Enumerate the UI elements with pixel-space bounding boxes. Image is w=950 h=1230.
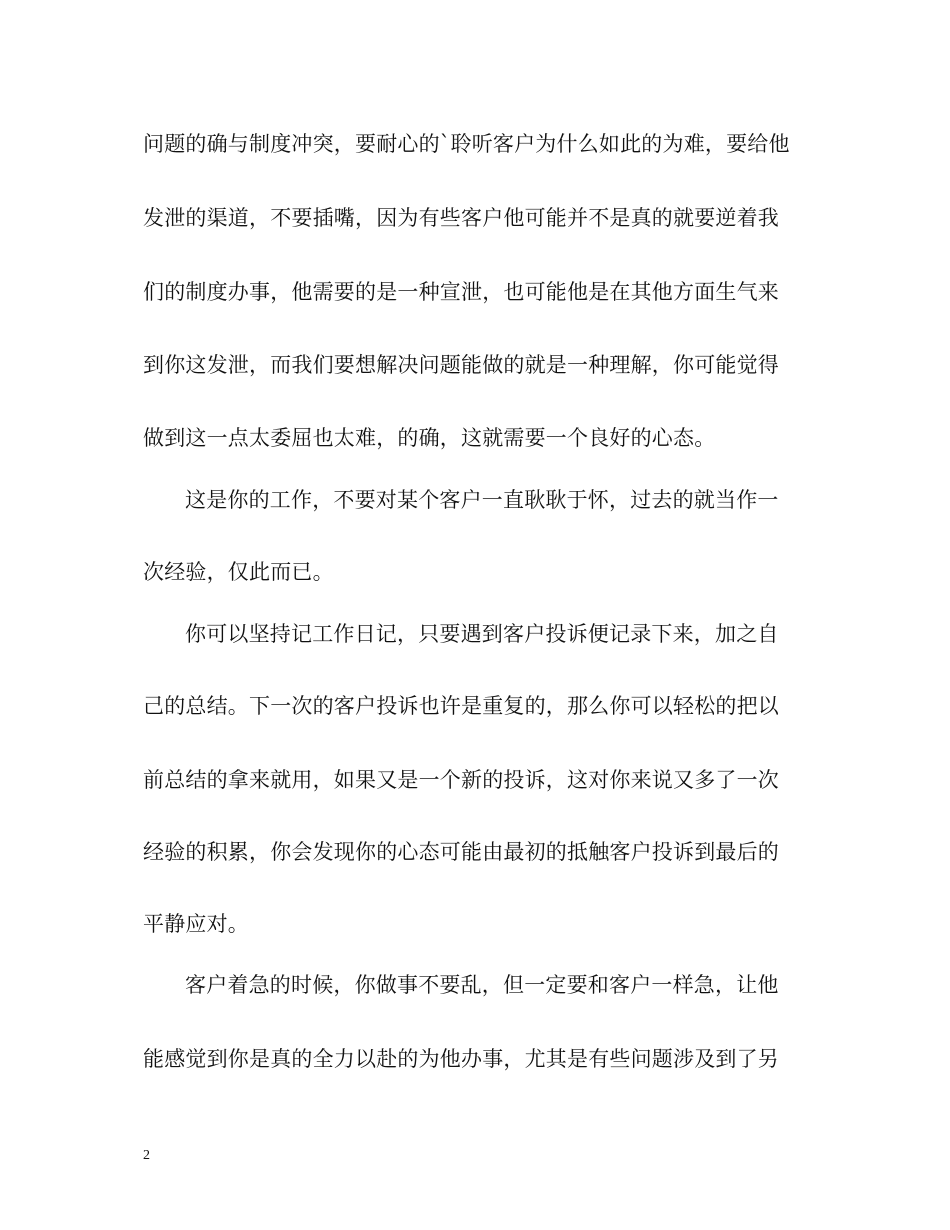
text-line: 客户着急的时候，你做事不要乱，但一定要和客户一样急，让他: [185, 973, 779, 997]
text-line: 发泄的渠道，不要插嘴，因为有些客户他可能并不是真的就要逆着我: [143, 206, 779, 230]
text-line: 平静应对。: [143, 912, 249, 936]
text-line: 能感觉到你是真的全力以赴的为他办事，尤其是有些问题涉及到了另: [143, 1047, 779, 1071]
text-line: 你可以坚持记工作日记，只要遇到客户投诉便记录下来，加之自: [185, 622, 779, 646]
text-line: 做到这一点太委屈也太难，的确，这就需要一个良好的心态。: [143, 426, 716, 450]
page-number: 2: [143, 1148, 150, 1163]
text-line: 经验的积累，你会发现你的心态可能由最初的抵触客户投诉到最后的: [143, 840, 779, 864]
text-line: 到你这发泄，而我们要想解决问题能做的就是一种理解，你可能觉得: [143, 353, 779, 377]
text-line: 己的总结。下一次的客户投诉也许是重复的，那么你可以轻松的把以: [143, 694, 779, 718]
text-line: 问题的确与制度冲突，要耐心的`聆听客户为什么如此的为难，要给他: [143, 132, 790, 156]
text-line: 前总结的拿来就用，如果又是一个新的投诉，这对你来说又多了一次: [143, 768, 779, 792]
text-line: 次经验，仅此而已。: [143, 560, 334, 584]
text-line: 这是你的工作，不要对某个客户一直耿耿于怀，过去的就当作一: [185, 488, 779, 512]
text-line: 们的制度办事，他需要的是一种宣泄，也可能他是在其他方面生气来: [143, 280, 779, 304]
